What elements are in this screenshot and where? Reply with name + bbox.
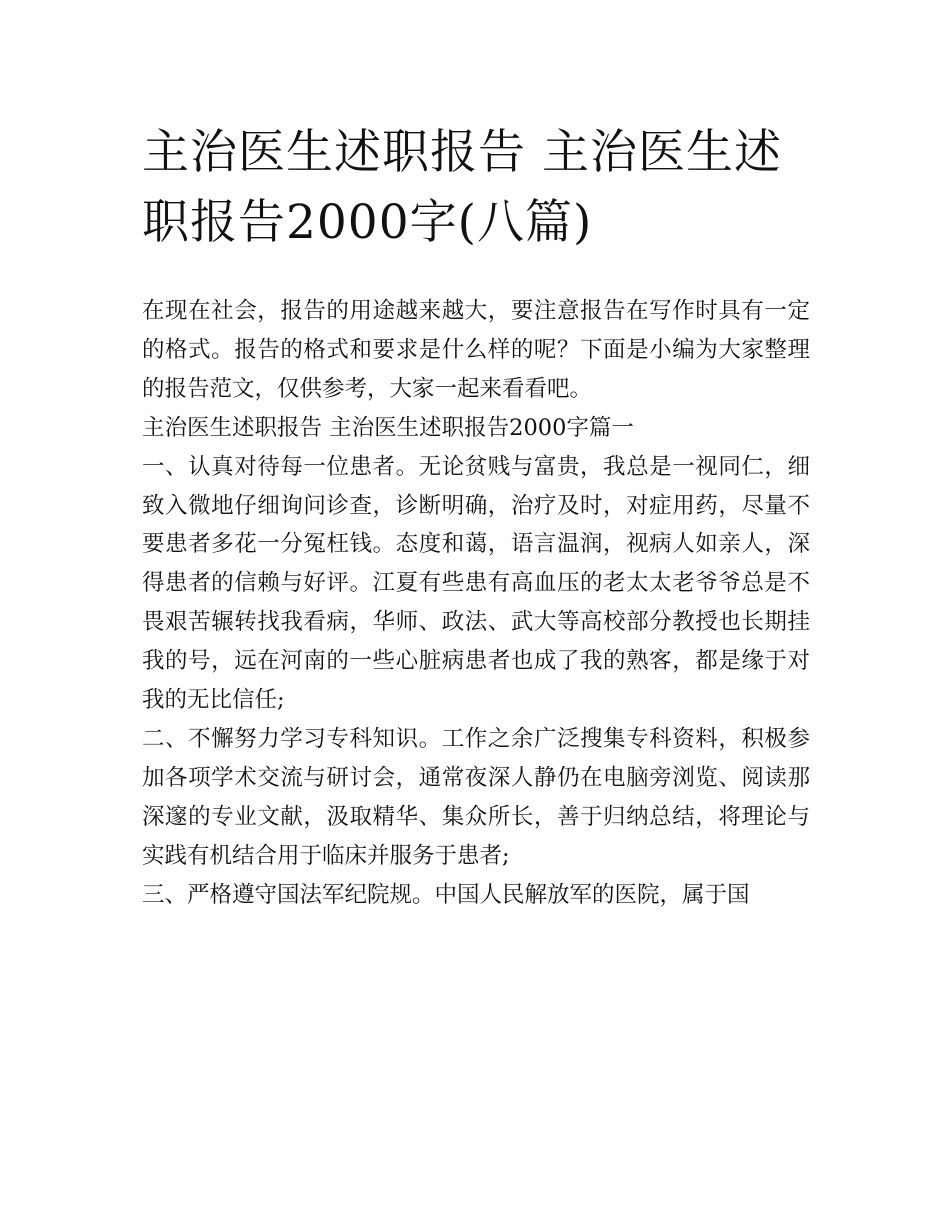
section-heading: 主治医生述职报告 主治医生述职报告2000字篇一 [142,414,634,441]
document-body [142,292,810,915]
body-paragraph: 二、不懈努力学习专科知识。工作之余广泛搜集专科资料，积极参加各项学术交流与研讨会，通常夜深人静仍在电脑旁浏览、阅读那深邃的专业文献，汲取精华、集众所长，善于归纳总结，将理论与实践有机结合用于临床并服务于患者; [142,725,810,869]
document-page [142,118,810,915]
intro-paragraph: 在现在社会，报告的用途越来越大，要注意报告在写作时具有一定的格式。报告的格式和要求是什么样的呢？下面是小编为大家整理的报告范文，仅供参考，大家一起来看看吧。 [142,298,810,402]
body-paragraph: 一、认真对待每一位患者。无论贫贱与富贵，我总是一视同仁，细致入微地仔细询问诊查，诊断明确，治疗及时，对症用药，尽量不要患者多花一分冤枉钱。态度和蔼，语言温润，视病人如亲人，深得患者的信赖与好评。江夏有些患有高血压的老太太老爷爷总是不畏艰苦辗转找我看病，华师、政法、武大等高校部分教授也长期挂我的号，远在河南的一些心脏病患者也成了我的熟客，都是缘于对我的无比信任; [142,453,810,714]
document-title: 主治医生述职报告 主治医生述 职报告2000字(八篇) [142,125,782,250]
body-paragraph: 三、严格遵守国法军纪院规。中国人民解放军的医院，属于国 [142,881,750,908]
